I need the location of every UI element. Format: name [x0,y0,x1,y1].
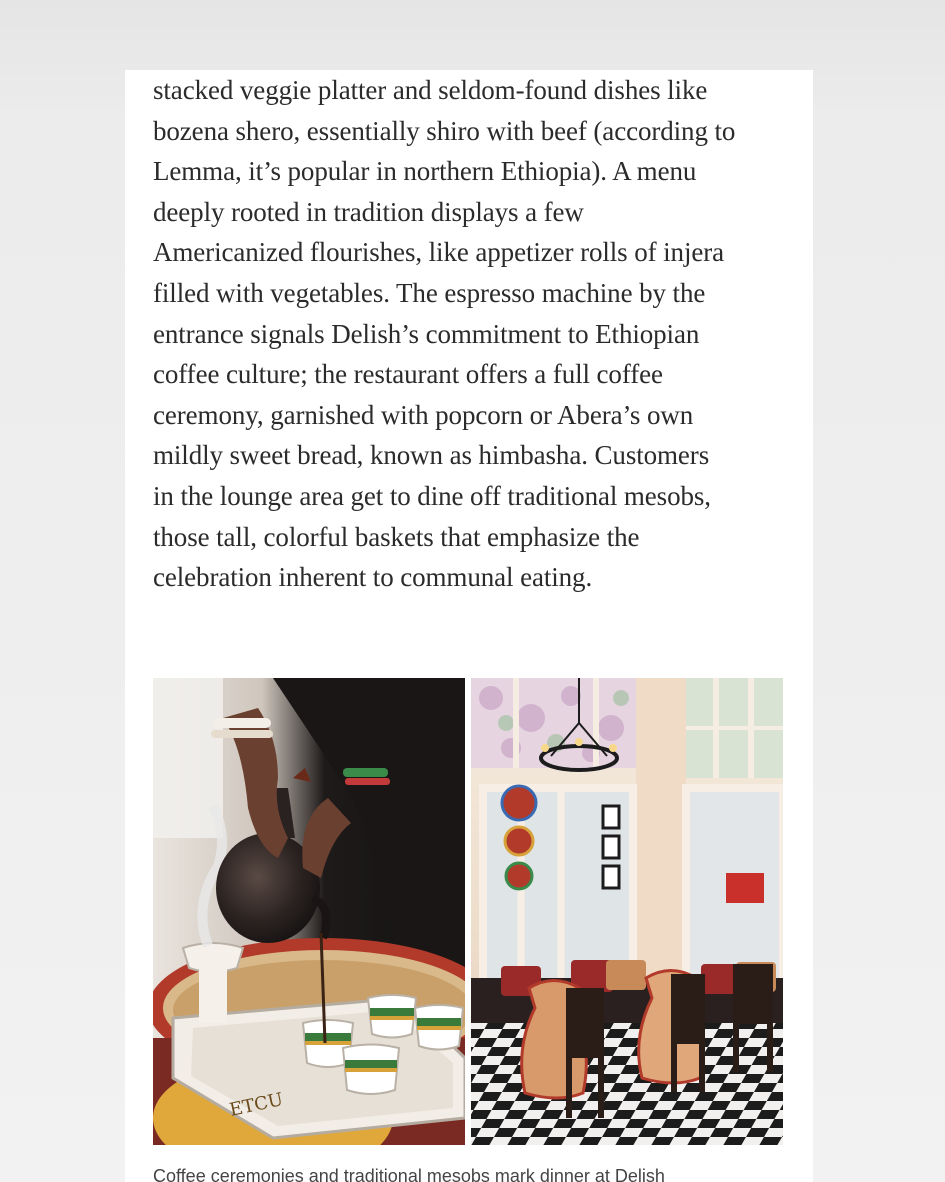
article-line: in the lounge area get to dine off traditional mesobs, [153,480,711,511]
article-line: stacked veggie platter and seldom-found dishes like [153,75,708,105]
photo-caption: Coffee ceremonies and traditional mesobs mark dinner at Delish [153,1166,665,1182]
photo-pair [153,678,783,1145]
article-line: Americanized flourishes, like appetizer rolls of injera [153,237,725,268]
article-body [153,70,793,598]
article-line: bozena shero, essentially shiro with beef (according to [153,115,736,146]
article-line: mildly sweet bread, known as himbasha. Customers [153,440,710,471]
article-card [125,70,813,1182]
lounge-mesobs-photo [471,678,783,1145]
article-line: deeply rooted in tradition displays a few [153,196,584,227]
article-line: entrance signals Delish’s commitment to Ethiopian [153,318,700,349]
article-line: those tall, colorful baskets that emphasize the [153,521,640,552]
article-line: Lemma, it’s popular in northern Ethiopia). A menu [153,156,697,187]
tray-lettering: ETCU [227,1089,285,1121]
article-line: celebration inherent to communal eating. [153,562,593,593]
coffee-ceremony-photo [153,678,465,1145]
article-line: filled with vegetables. The espresso machine by the [153,277,706,308]
article-line: ceremony, garnished with popcorn or Abera’s own [153,399,694,430]
article-line: coffee culture; the restaurant offers a full coffee [153,359,663,390]
